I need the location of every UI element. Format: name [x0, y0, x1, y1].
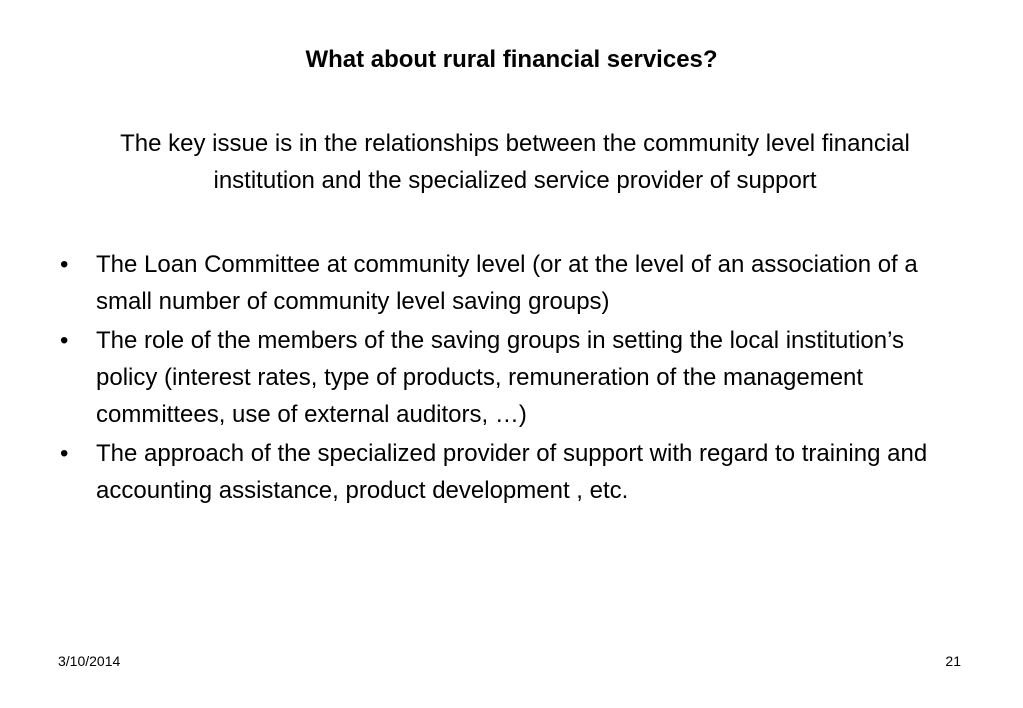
bullet-text: The Loan Committee at community level (or at the level of an association of a small number of community level saving groups)	[96, 251, 918, 315]
slide-title: What about rural financial services?	[305, 46, 718, 73]
bullet-list	[58, 246, 968, 511]
bullet-item	[58, 246, 968, 320]
bullet-point-icon: •	[60, 251, 69, 278]
page-number: 21	[945, 653, 961, 669]
bullet-point-icon: •	[60, 440, 69, 467]
bullet-item	[58, 322, 968, 433]
bullet-text: The approach of the specialized provider of support with regard to training and accounting assistance, product development , etc.	[96, 440, 928, 504]
footer-date: 3/10/2014	[58, 653, 121, 669]
bullet-item	[58, 435, 968, 509]
bullet-text: The role of the members of the saving groups in setting the local institution’s policy (interest rates, type of products, remuneration of the management committees, use of external auditors, …)	[96, 327, 904, 428]
bullet-point-icon: •	[60, 327, 69, 354]
intro-paragraph: The key issue is in the relationships between the community level financial institution and the specialized service provider of support	[120, 130, 910, 194]
